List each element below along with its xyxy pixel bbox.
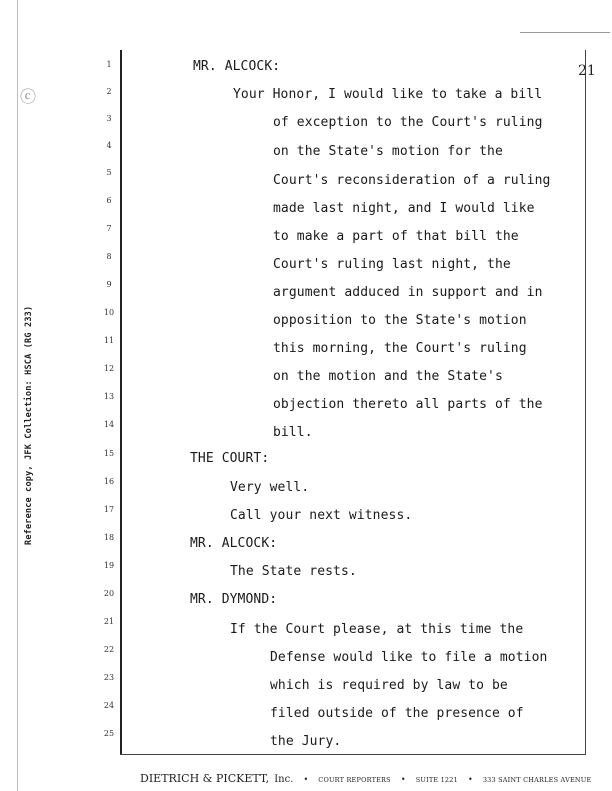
left-margin-rule [17,0,18,791]
line-number: 17 [103,505,115,514]
line-number: 13 [103,392,115,401]
page-frame-bottom-border [120,754,586,755]
transcript-line: of exception to the Court's ruling [273,115,543,130]
top-edge-mark [520,32,610,33]
court-reporters-label: COURT REPORTERS [318,776,391,784]
separator-dot: • [468,775,473,784]
line-number: 15 [103,449,115,458]
transcript-line: on the motion and the State's [273,369,503,384]
firm-name: DIETRICH & PICKETT, [140,772,270,785]
line-number: 23 [103,673,115,682]
separator-dot: • [303,775,309,784]
transcript-line: on the State's motion for the [273,144,503,159]
line-number: 3 [106,114,112,123]
page-frame-left-border [120,50,122,755]
line-number: 11 [103,336,115,345]
transcript-line: the Jury. [270,734,342,749]
transcript-line: objection thereto all parts of the [273,397,543,412]
line-number: 16 [103,477,115,486]
page-number: 21 [578,63,596,79]
punch-hole-mark: ⓒ [20,87,37,106]
reporter-footer [140,767,591,786]
transcript-line: Your Honor, I would like to take a bill [233,87,543,102]
line-number: 1 [106,60,112,69]
transcript-line: Court's ruling last night, the [273,257,511,272]
line-number: 18 [103,533,115,542]
speaker-label: MR. DYMOND: [190,592,278,607]
speaker-label: MR. ALCOCK: [190,536,278,551]
line-number: 19 [103,561,115,570]
speaker-label: MR. ALCOCK: [193,59,281,74]
line-number: 14 [103,420,115,429]
line-number: 5 [106,168,112,177]
line-number: 21 [103,617,115,626]
line-number: 6 [106,196,112,205]
address-label: 333 SAINT CHARLES AVENUE [482,776,592,784]
line-number: 22 [103,645,115,654]
archive-reference-note: Reference copy, JFK Collection: HSCA (RG 233) [24,305,34,545]
transcript-line: which is required by law to be [270,678,508,693]
separator-dot: • [400,775,406,784]
line-number: 12 [103,364,115,373]
transcript-line: Defense would like to file a motion [270,650,548,665]
line-number: 7 [106,224,112,233]
line-number: 10 [103,308,115,317]
line-number: 9 [106,280,112,289]
transcript-line: Call your next witness. [230,508,413,523]
page-frame-right-border [585,50,586,755]
suite-label: SUITE 1221 [415,776,458,784]
line-number: 4 [106,141,112,150]
transcript-line: opposition to the State's motion [273,313,527,328]
transcript-line: argument adduced in support and in [273,285,543,300]
line-number: 2 [106,87,112,96]
line-number: 8 [106,252,112,261]
transcript-line: this morning, the Court's ruling [273,341,527,356]
transcript-line: If the Court please, at this time the [230,622,524,637]
speaker-label: THE COURT: [190,451,270,466]
transcript-line: Court's reconsideration of a ruling [273,173,551,188]
line-number: 20 [103,589,115,598]
transcript-line: to make a part of that bill the [273,229,519,244]
line-number: 24 [103,701,115,710]
transcript-line: bill. [273,425,313,440]
line-number: 25 [103,729,115,738]
transcript-line: filed outside of the presence of [270,706,524,721]
transcript-line: Very well. [230,480,310,495]
firm-suffix: Inc. [274,774,294,785]
transcript-line: made last night, and I would like [273,201,535,216]
transcript-line: The State rests. [230,564,357,579]
